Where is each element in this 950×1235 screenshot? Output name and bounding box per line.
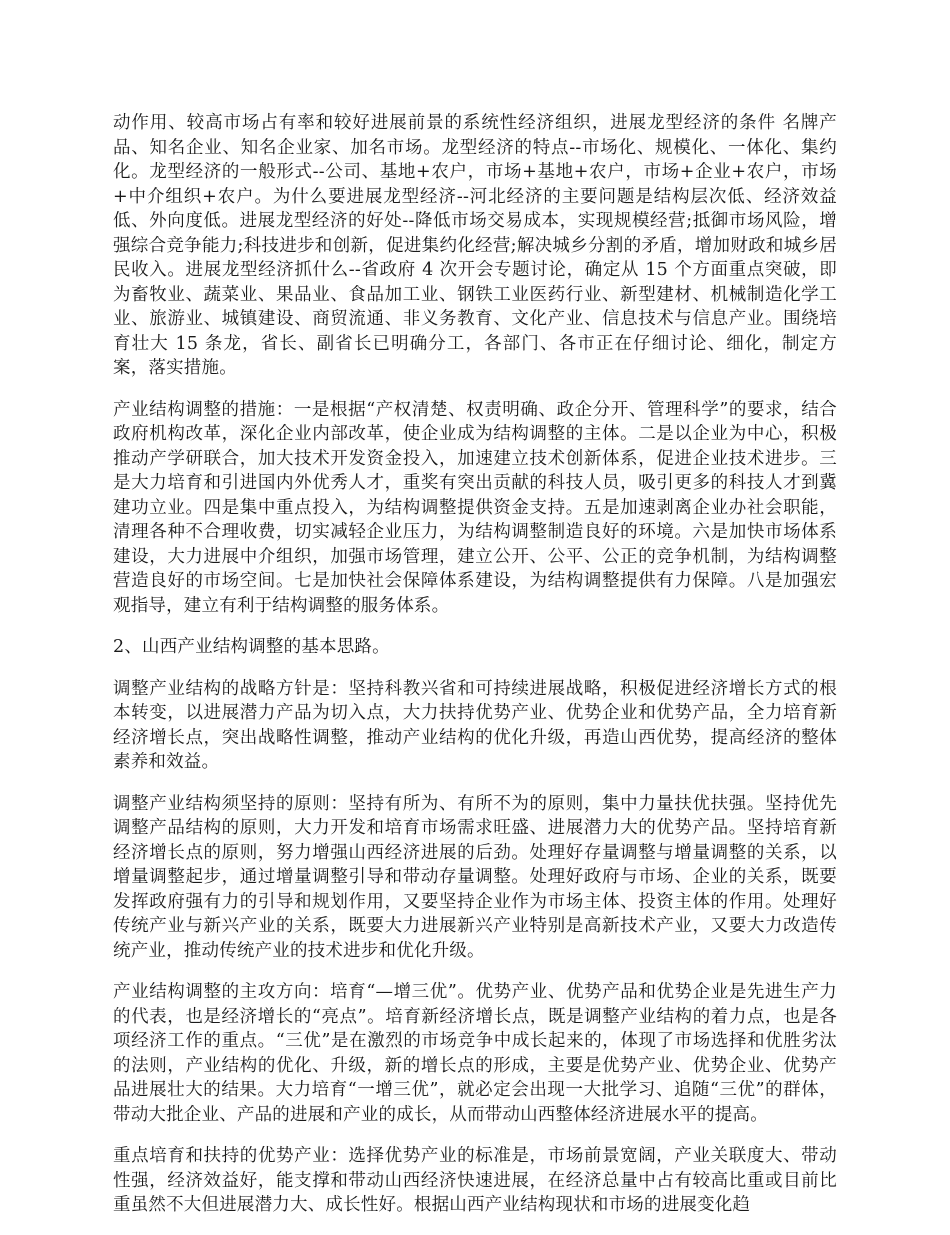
section-heading-shanxi: 2、山西产业结构调整的基本思路。 [113, 637, 390, 657]
paragraph-dragon-economy: 动作用、较高市场占有率和较好进展前景的系统性经济组织，进展龙型经济的条件 名牌产品、知名企业、知名企业家、加名市场。龙型经济的特点--市场化、规模化、一体化、集约化。龙型经济的一般形式--公司、基地+农户，市场+基地+农户，市场+企业+农户，市场+中介组织+农户。为什么要进展龙型经济--河北经济的主要问题是结构层次低、经济效益低、外向度低。进展龙型经济的好处--降低市场交易成本，实现规模经营;抵御市场风险，增强综合竞争能力;科技进步和创新，促进集约化经营;解决城乡分割的矛盾，增加财政和城乡居民收入。进展龙型经济抓什么--省政府 4 次开会专题讨论，确定从 15 个方面重点突破，即为畜牧业、蔬菜业、果品业、食品加工业、钢铁工业医药行业、新型建材、机械制造化学工业、旅游业、城镇建设、商贸流通、非义务教育、文化产业、信息技术与信息产业。围绕培育壮大 15 条龙，省长、副省长已明确分工，各部门、各市正在仔细讨论、细化，制定方案，落实措施。 [113, 113, 837, 378]
paragraph-principles: 调整产业结构须坚持的原则：坚持有所为、有所不为的原则，集中力量扶优扶强。坚持优先调整产品结构的原则，大力开发和培育市场需求旺盛、进展潜力大的优势产品。坚持培育新经济增长点的原则，努力增强山西经济进展的后劲。处理好存量调整与增量调整的关系，以增量调整起步，通过增量调整引导和带动存量调整。处理好政府与市场、企业的关系，既要发挥政府强有力的引导和规划作用，又要坚持企业作为市场主体、投资主体的作用。处理好传统产业与新兴产业的关系，既要大力进展新兴产业特别是高新技术产业，又要大力改造传统产业，推动传统产业的技术进步和优化升级。 [113, 793, 837, 961]
paragraph-key-industries: 重点培育和扶持的优势产业：选择优势产业的标准是，市场前景宽阔，产业关联度大、带动性强，经济效益好，能支撑和带动山西经济快速进展，在经济总量中占有较高比重或目前比重虽然不大但进展潜力大、成长性好。根据山西产业结构现状和市场的进展变化趋 [113, 1146, 837, 1215]
document-body [113, 111, 837, 1235]
paragraph-strategic-policy: 调整产业结构的战略方针是：坚持科教兴省和可持续进展战略，积极促进经济增长方式的根本转变，以进展潜力产品为切入点，大力扶持优势产业、优势企业和优势产品，全力培育新经济增长点，突出战略性调整，推动产业结构的优化升级，再造山西优势，提高经济的整体素养和效益。 [113, 678, 837, 772]
paragraph-adjustment-measures: 产业结构调整的措施：一是根据“产权清楚、权责明确、政企分开、管理科学”的要求，结合政府机构改革，深化企业内部改革，使企业成为结构调整的主体。二是以企业为中心，积极推动产学研联合，加大技术开发资金投入，加速建立技术创新体系，促进企业技术进步。三是大力培育和引进国内外优秀人才，重奖有突出贡献的科技人员，吸引更多的科技人才到冀建功立业。四是集中重点投入，为结构调整提供资金支持。五是加速剥离企业办社会职能，清理各种不合理收费，切实减轻企业压力，为结构调整制造良好的环境。六是加快市场体系建设，大力进展中介组织，加强市场管理，建立公开、公平、公正的竞争机制，为结构调整营造良好的市场空间。七是加快社会保障体系建设，为结构调整提供有力保障。八是加强宏观指导，建立有利于结构调整的服务体系。 [113, 399, 837, 616]
paragraph-main-direction: 产业结构调整的主攻方向：培育“—增三优”。优势产业、优势产品和优势企业是先进生产力的代表，也是经济增长的“亮点”。培育新经济增长点，既是调整产业结构的着力点，也是各项经济工作的重点。“三优”是在激烈的市场竞争中成长起来的，体现了市场选择和优胜劣汰的法则，产业结构的优化、升级，新的增长点的形成，主要是优势产业、优势企业、优势产品进展壮大的结果。大力培育“一增三优”，就必定会出现一大批学习、追随“三优”的群体，带动大批企业、产品的进展和产业的成长，从而带动山西整体经济进展水平的提高。 [113, 982, 837, 1125]
